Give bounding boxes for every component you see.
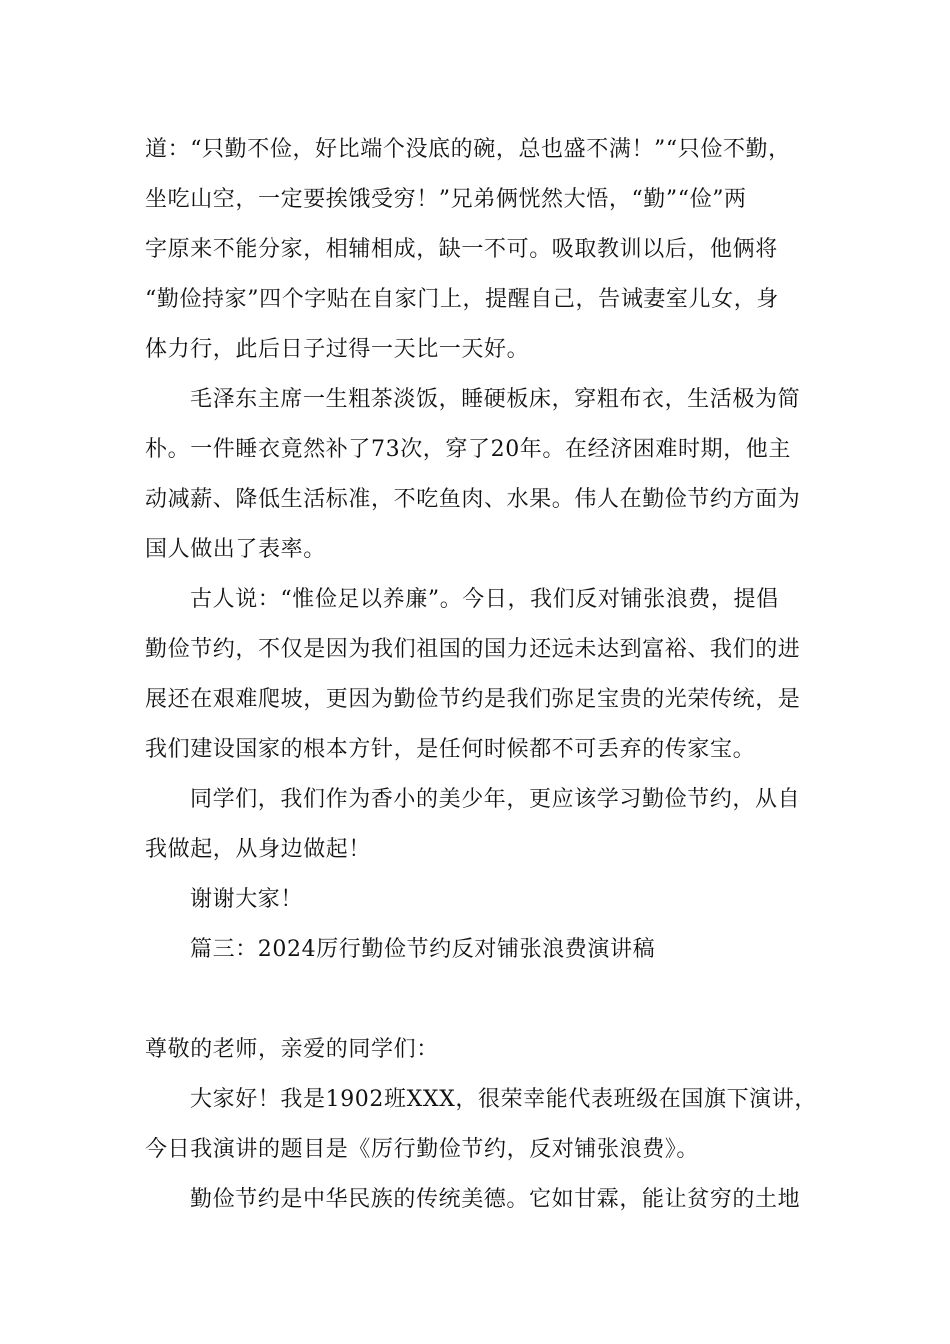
- text-line: 朴。一件睡衣竟然补了73次，穿了20年。在经济困难时期，他主: [145, 437, 791, 462]
- text-line: 勤俭节约，不仅是因为我们祖国的国力还远未达到富裕、我们的进: [145, 637, 801, 662]
- paragraph-first-line: 古人说：“惟俭足以养廉”。今日，我们反对铺张浪费，提倡: [190, 587, 779, 612]
- paragraph-first-line: 勤俭节约是中华民族的传统美德。它如甘霖，能让贫穷的土地: [190, 1187, 801, 1212]
- section-heading: 篇三：2024厉行勤俭节约反对铺张浪费演讲稿: [190, 937, 656, 962]
- text-line: 我们建设国家的根本方针，是任何时候都不可丢弃的传家宝。: [145, 737, 756, 762]
- text-line: 体力行，此后日子过得一天比一天好。: [145, 337, 530, 362]
- salutation: 尊敬的老师，亲爱的同学们：: [145, 1037, 439, 1062]
- text-line: 今日我演讲的题目是《厉行勤俭节约，反对铺张浪费》。: [145, 1137, 700, 1162]
- paragraph-first-line: 大家好！我是1902班XXX，很荣幸能代表班级在国旗下演讲，: [190, 1087, 817, 1112]
- closing-line: 谢谢大家！: [190, 887, 304, 912]
- text-line: “勤俭持家”四个字贴在自家门上，提醒自己，告诫妻室儿女，身: [145, 287, 779, 312]
- text-line: 国人做出了表率。: [145, 537, 326, 562]
- text-line: 道：“只勤不俭，好比端个没底的碗，总也盛不满！”“只俭不勤，: [145, 137, 791, 162]
- paragraph-first-line: 同学们，我们作为香小的美少年，更应该学习勤俭节约，从自: [190, 787, 801, 812]
- text-line: 字原来不能分家，相辅相成，缺一不可。吸取教训以后，他俩将: [145, 237, 778, 262]
- text-line: 坐吃山空，一定要挨饿受穷！”兄弟俩恍然大悟，“勤”“俭”两: [145, 187, 747, 212]
- text-line: 我做起，从身边做起！: [145, 837, 372, 862]
- text-line: 展还在艰难爬坡，更因为勤俭节约是我们弥足宝贵的光荣传统，是: [145, 687, 801, 712]
- text-line: 动减薪、降低生活标准，不吃鱼肉、水果。伟人在勤俭节约方面为: [145, 487, 801, 512]
- paragraph-first-line: 毛泽东主席一生粗茶淡饭，睡硬板床，穿粗布衣，生活极为简: [190, 387, 801, 412]
